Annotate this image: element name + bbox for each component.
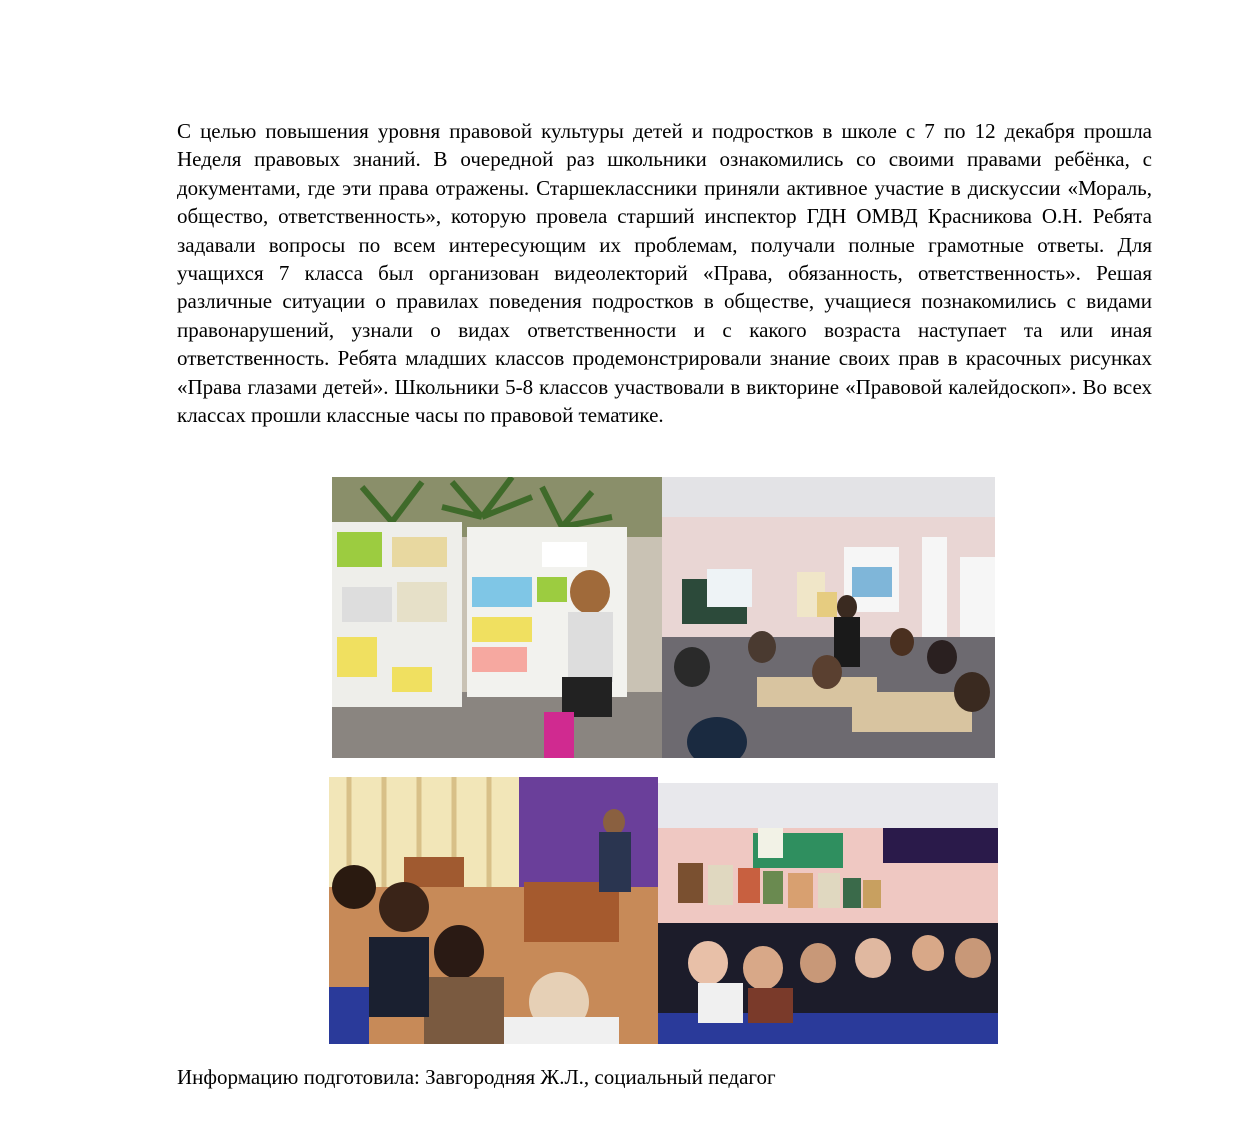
photo-classroom-lecture xyxy=(662,477,995,758)
photo-assembly-hall xyxy=(658,783,998,1044)
article-paragraph: С целью повышения уровня правовой культуры детей и подростков в школе с 7 по 12 декабря прошла Неделя правовых знаний. В очередной раз школьники ознакомились со своими правами ребёнка, с документами, где эти права отражены. Старшеклассники приняли активное участие в дискуссии «Мораль, общество, ответственность», которую провела старший инспектор ГДН ОМВД Красникова О.Н. Ребята задавали вопросы по всем интересующим их проблемам, получали полные грамотные ответы. Для учащихся 7 класса был организован видеолекторий «Права, обязанность, ответственность». Решая различные ситуации о правилах поведения подростков в обществе, учащиеся познакомились с видами правонарушений, узнали о видах ответственности и с какого возраста наступает та или иная ответственность. Ребята младших классов продемонстрировали знание своих прав в красочных рисунках «Права глазами детей». Школьники 5-8 классов участвовали в викторине «Правовой калейдоскоп». Во всех классах прошли классные часы по правовой тематике. xyxy=(177,119,1152,428)
author-line: Информацию подготовила: Завгородняя Ж.Л., социальный педагог xyxy=(177,1065,776,1089)
photo-hall-discussion xyxy=(329,777,658,1044)
photo-exhibition-stand xyxy=(332,477,662,758)
